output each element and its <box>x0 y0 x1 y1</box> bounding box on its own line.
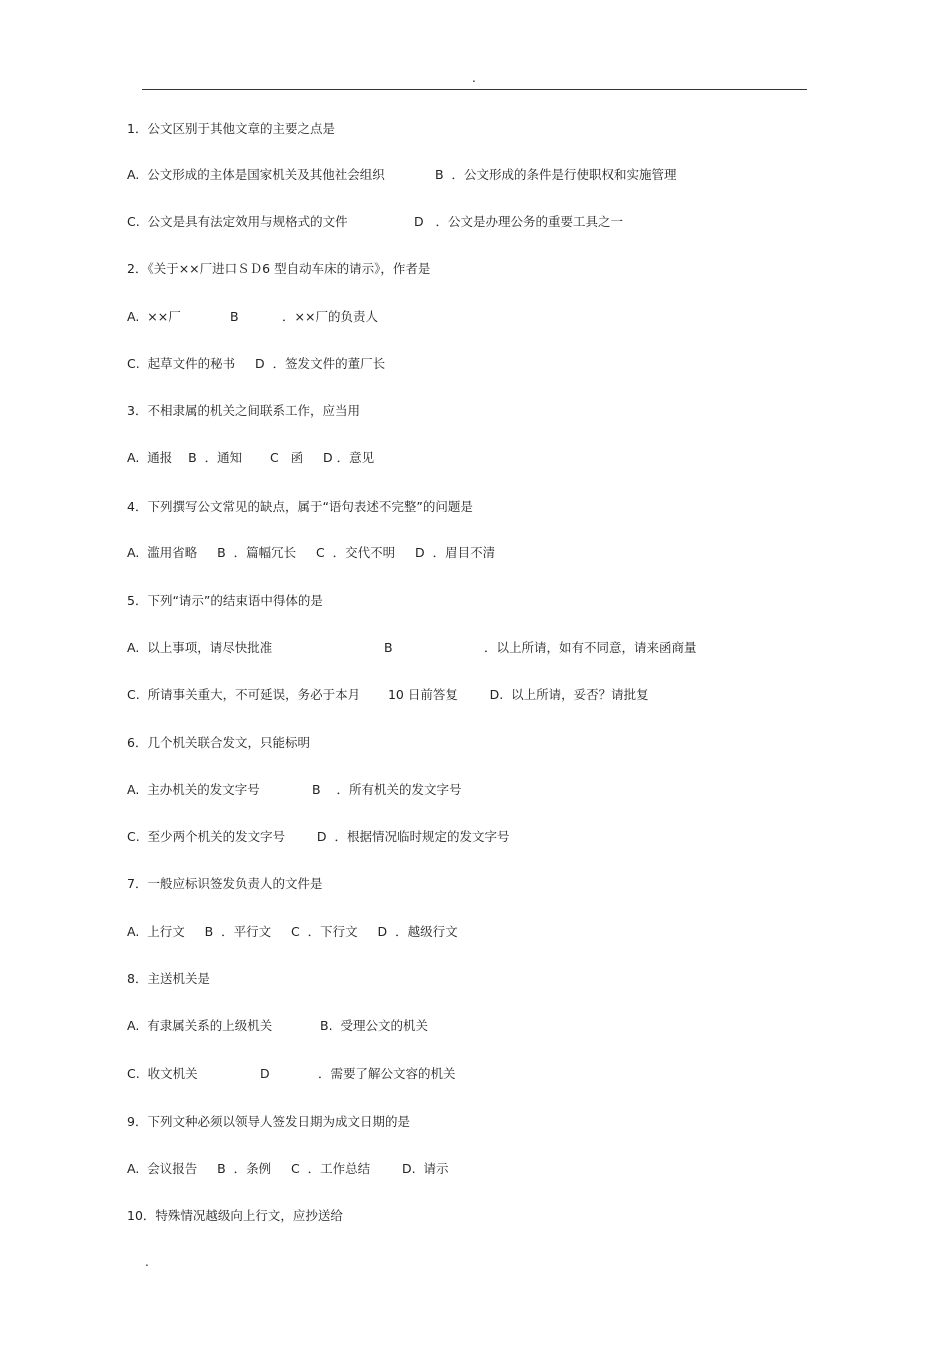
option-a: A. ××厂 <box>127 309 181 324</box>
option-b-text: ．以上所请，如有不同意，请来函商量 <box>484 640 697 655</box>
option-b-letter: B <box>230 309 239 324</box>
header-rule <box>142 89 807 90</box>
option-a: A. 主办机关的发文字号 <box>127 782 260 797</box>
option-b-letter: B <box>384 640 393 655</box>
option-d: D ．公文是办理公务的重要工具之一 <box>414 214 624 229</box>
question-4-options: A. 滥用省略 B ．篇幅冗长 C ．交代不明 D ．眉目不清 <box>127 545 496 560</box>
option-b: B ．公文形成的条件是行使职权和实施管理 <box>435 167 677 182</box>
header-mark: . <box>472 71 476 85</box>
question-4: 4．下列撰写公文常见的缺点，属于“语句表述不完整”的问题是 <box>127 499 473 514</box>
question-1-options-cd <box>127 212 624 232</box>
question-10: 10．特殊情况越级向上行文，应抄送给 <box>127 1208 343 1223</box>
option-d-text: ．需要了解公文容的机关 <box>318 1066 456 1081</box>
question-2: 2．《关于××厂进口ＳＤ6 型自动车床的请示》，作者是 <box>127 261 431 276</box>
question-3-options: A. 通报 B ．通知 C 函 D ．意见 <box>127 450 375 465</box>
question-8-options-cd <box>127 1064 456 1084</box>
question-9-options: A. 会议报告 B ．条例 C ．工作总结 D. 请示 <box>127 1161 449 1176</box>
question-5-options-ab <box>127 638 697 658</box>
question-9: 9．下列文种必须以领导人签发日期为成文日期的是 <box>127 1114 410 1129</box>
question-5: 5．下列“请示”的结束语中得体的是 <box>127 593 323 608</box>
question-2-options-ab <box>127 307 378 327</box>
question-3: 3．不相隶属的机关之间联系工作，应当用 <box>127 403 360 418</box>
option-a: A. 公文形成的主体是国家机关及其他社会组织 <box>127 167 385 182</box>
option-b-text: ．××厂的负责人 <box>282 309 378 324</box>
option-a: A. 以上事项，请尽快批准 <box>127 640 273 655</box>
option-d-letter: D <box>260 1066 270 1081</box>
question-6-options-ab <box>127 780 462 800</box>
option-b: B. 受理公文的机关 <box>320 1018 428 1033</box>
question-1: 1．公文区别于其他文章的主要之点是 <box>127 121 335 136</box>
option-a: A. 有隶属关系的上级机关 <box>127 1018 273 1033</box>
question-7-options: A. 上行文 B ．平行文 C ．下行文 D ．越级行文 <box>127 924 458 939</box>
question-8-options-ab <box>127 1016 428 1036</box>
question-8: 8．主送机关是 <box>127 971 210 986</box>
question-6: 6．几个机关联合发文，只能标明 <box>127 735 310 750</box>
question-6-options-cd: C. 至少两个机关的发文字号 D ．根据情况临时规定的发文字号 <box>127 829 510 844</box>
option-c: C. 公文是具有法定效用与规格式的文件 <box>127 214 348 229</box>
question-7: 7．一般应标识签发负责人的文件是 <box>127 876 323 891</box>
question-2-options-cd: C. 起草文件的秘书 D ．签发文件的董厂长 <box>127 356 386 371</box>
footer-mark: . <box>145 1255 149 1269</box>
option-b: B ．所有机关的发文字号 <box>312 782 462 797</box>
question-1-options-ab <box>127 165 677 185</box>
question-5-options-cd: C. 所请事关重大，不可延误，务必于本月 10 日前答复 D. 以上所请，妥否？请批复 <box>127 687 649 702</box>
option-c: C. 收文机关 <box>127 1066 198 1081</box>
